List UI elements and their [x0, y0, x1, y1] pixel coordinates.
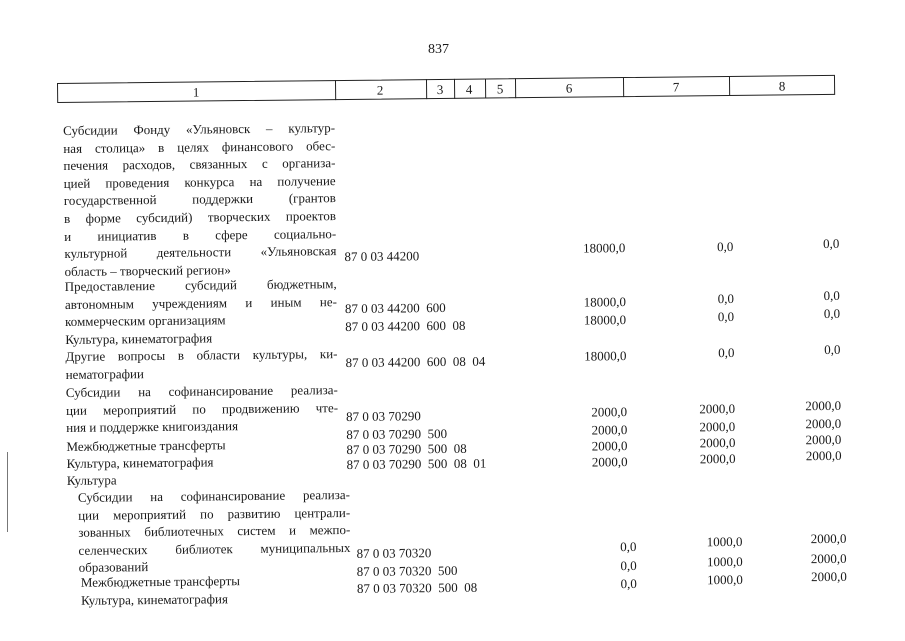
row-description [81, 571, 353, 591]
description-line: в форме субсидий) творческих проектов [63, 208, 337, 226]
header-col-5: 5 [496, 81, 504, 97]
description-line: автономным учреждениям и иным не- [64, 293, 337, 312]
value-col-6: 18000,0 [584, 348, 627, 364]
description-line: нематографии [65, 365, 144, 382]
description-line: Культура, кинематография [80, 591, 228, 608]
value-col-7: 1000,0 [706, 533, 743, 550]
description-line: Межбюджетные трансферты [66, 437, 226, 454]
header-col-3: 3 [436, 81, 444, 98]
value-col-6: 2000,0 [591, 454, 628, 470]
description-line: государственной поддержки (грантов [63, 190, 336, 209]
value-col-6: 18000,0 [583, 294, 627, 310]
value-col-6: 18000,0 [583, 312, 627, 328]
budget-code: 87 0 03 44200 600 08 04 [345, 353, 486, 371]
value-col-8: 0,0 [824, 341, 841, 358]
value-col-7: 2000,0 [699, 400, 736, 417]
header-col-6: 6 [565, 80, 573, 96]
value-col-6: 2000,0 [591, 422, 628, 438]
value-col-8: 2000,0 [805, 415, 842, 432]
row-description [63, 119, 337, 280]
value-col-7: 0,0 [717, 290, 734, 307]
budget-code: 87 0 03 44200 [344, 248, 420, 265]
budget-code: 87 0 03 44200 600 [344, 299, 446, 317]
description-line: коммерческим организациям [65, 312, 226, 330]
description-line: образований [78, 559, 149, 576]
header-col-2: 2 [376, 82, 384, 98]
budget-code: 87 0 03 70290 500 08 01 [346, 455, 487, 473]
description-line: Межбюджетные трансферты [80, 573, 241, 590]
value-col-7: 0,0 [718, 344, 735, 361]
description-line: Культура [66, 472, 117, 488]
value-col-8: 0,0 [823, 287, 840, 304]
header-col-4: 4 [465, 81, 473, 97]
page-number: 837 [428, 42, 449, 57]
value-col-6: 0,0 [620, 538, 637, 555]
value-col-7: 1000,0 [707, 571, 743, 588]
table-row [0, 113, 905, 279]
budget-code: 87 0 03 70320 500 [356, 562, 458, 579]
value-col-8: 2000,0 [810, 530, 847, 547]
value-col-7: 2000,0 [699, 418, 736, 435]
description-line: и инициатив в сфере социально- [64, 225, 337, 244]
value-col-8: 2000,0 [805, 431, 842, 448]
value-col-8: 2000,0 [805, 397, 842, 414]
value-col-8: 2000,0 [810, 568, 847, 585]
row-description [65, 345, 337, 383]
row-description [78, 486, 351, 577]
description-line: Культура, кинематография [65, 330, 213, 347]
value-col-6: 0,0 [620, 575, 637, 592]
row-description [65, 275, 338, 331]
value-col-8: 2000,0 [805, 447, 842, 464]
header-col-7: 7 [672, 79, 680, 95]
description-line: Культура, кинематография [66, 454, 214, 471]
value-col-6: 18000,0 [583, 240, 626, 256]
budget-code: 87 0 03 70320 [356, 545, 432, 561]
description-line: цией проведения конкурса на получение [63, 172, 336, 191]
value-col-6: 2000,0 [591, 404, 628, 420]
value-col-7: 2000,0 [699, 434, 736, 451]
description-line: ции мероприятий по продвижению чте- [65, 399, 339, 418]
budget-code: 87 0 03 70320 500 08 [356, 579, 478, 596]
budget-code: 87 0 03 70290 [346, 408, 421, 425]
value-col-7: 2000,0 [699, 450, 736, 467]
description-line: Предоставление субсидий бюджетным, [64, 276, 337, 294]
description-line: печения расходов, связанных с организа- [63, 155, 336, 174]
value-col-8: 0,0 [823, 235, 840, 252]
budget-code: 87 0 03 44200 600 08 [345, 317, 466, 335]
budget-code: 87 0 03 70290 500 08 [346, 440, 467, 458]
description-line: Субсидии на софинансирование реализа- [77, 486, 351, 505]
description-line: селенческих библиотек муниципальных [78, 539, 351, 558]
description-line: Субсидии Фонду «Ульяновск – культур- [63, 120, 336, 138]
value-col-7: 0,0 [717, 308, 735, 325]
value-col-8: 0,0 [823, 305, 841, 322]
value-col-6: 0,0 [620, 557, 637, 574]
header-col-8: 8 [778, 78, 786, 94]
value-col-8: 2000,0 [810, 550, 847, 567]
value-col-6: 2000,0 [591, 438, 628, 454]
row-description [66, 381, 339, 437]
description-line: ная столица» в целях финансового обес- [63, 137, 336, 156]
description-line: зованных библиотечных систем и межпо- [78, 522, 351, 541]
description-line: Субсидии на софинансирование реализа- [65, 382, 338, 400]
value-col-7: 0,0 [717, 238, 734, 255]
description-line: культурной деятельности «Ульяновская [64, 243, 337, 262]
description-line: ния и поддержке книгоиздания [66, 418, 239, 436]
header-col-1: 1 [192, 84, 200, 100]
value-col-7: 1000,0 [706, 553, 743, 570]
description-line: область – творческий регион» [64, 261, 231, 279]
description-line: ции мероприятий по развитию централи- [78, 504, 351, 523]
budget-code: 87 0 03 70290 500 [346, 425, 448, 443]
row-description [81, 589, 353, 609]
description-line: Другие вопросы в области культуры, ки- [65, 346, 338, 364]
